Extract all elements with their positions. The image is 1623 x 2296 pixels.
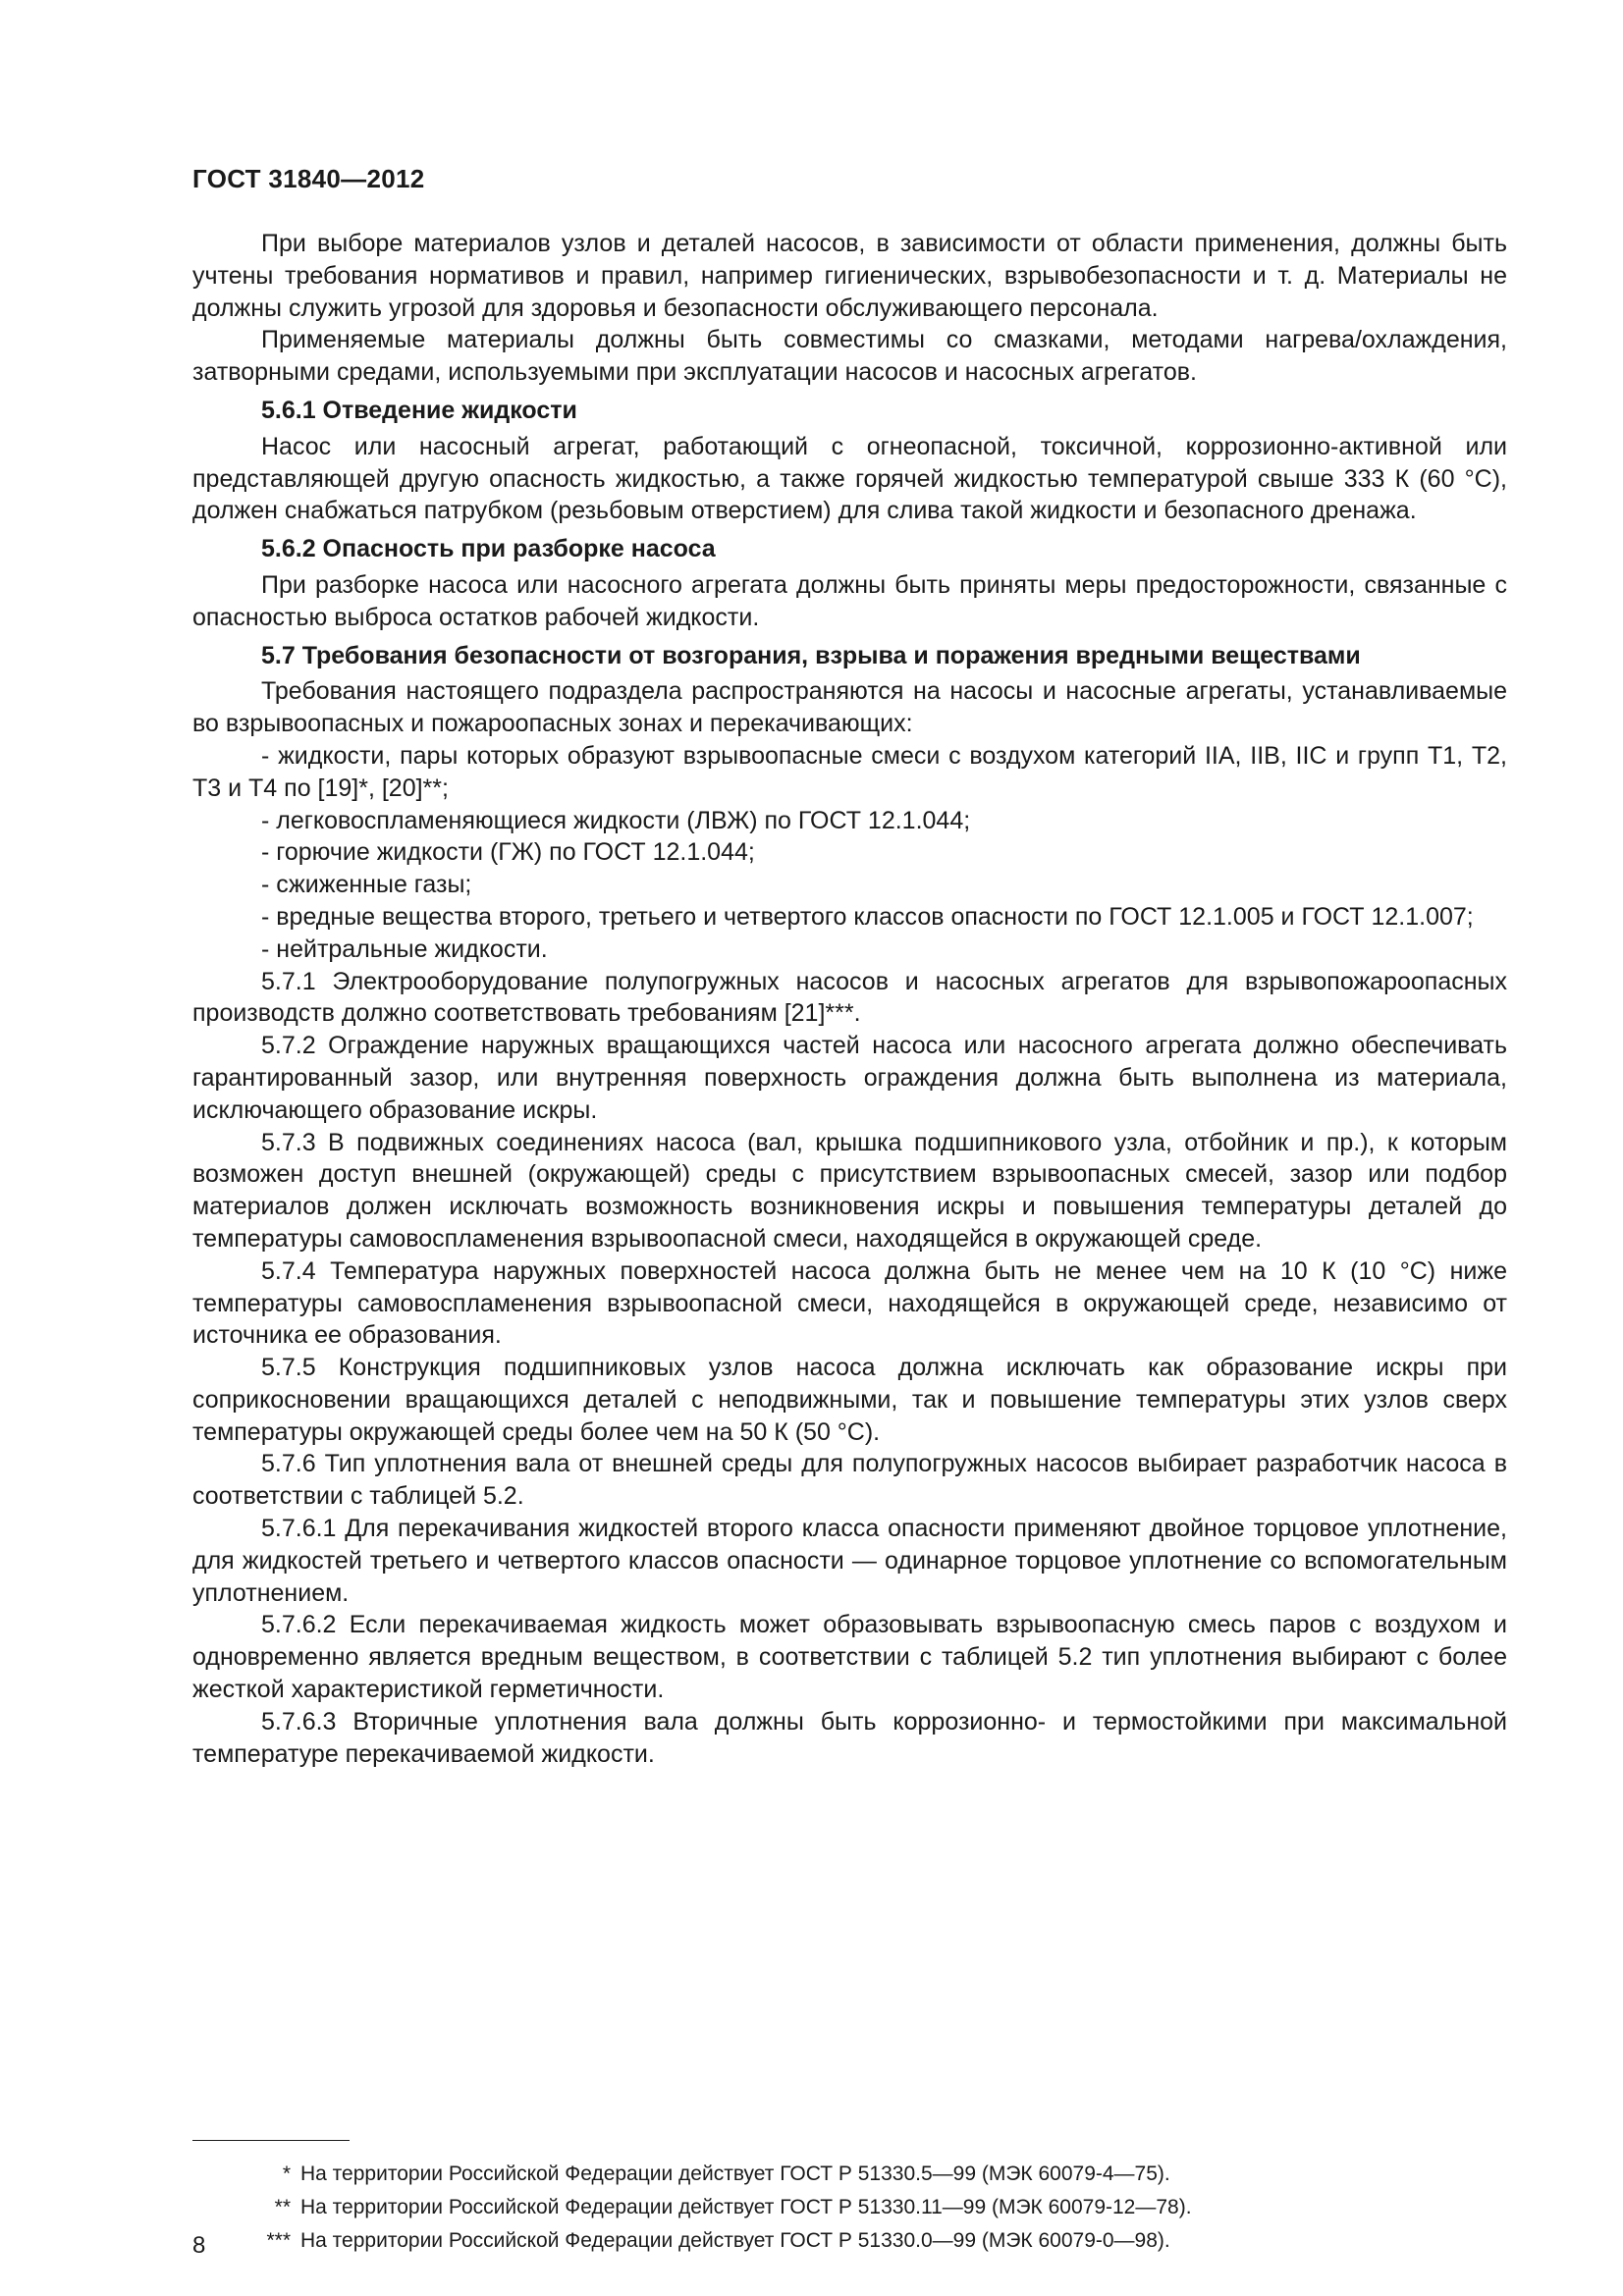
paragraph: Применяемые материалы должны быть совместимы со смазками, методами нагрева/охлаждения, затворными средами, используемыми при эксплуатации насосов и насосных агрегатов.	[192, 326, 1507, 387]
section-heading: 5.6.2 Опасность при разборке насоса	[261, 535, 716, 563]
paragraph: Требования настоящего подраздела распространяются на насосы и насосные агрегаты, устанавливаемые во взрывоопасных и пожароопасных зонах и перекачивающих:	[192, 677, 1507, 738]
paragraph: 5.7.6.3 Вторичные уплотнения вала должны быть коррозионно- и термостойкими при максимальной температуре перекачиваемой жидкости.	[192, 1707, 1507, 1768]
footnote-text: На территории Российской Федерации действует ГОСТ Р 51330.0—99 (МЭК 60079-0—98).	[300, 2229, 1170, 2252]
footnote	[192, 2224, 1507, 2258]
paragraph: 5.7.3 В подвижных соединениях насоса (вал, крышка подшипникового узла, отбойник и пр.), к которым возможен доступ внешней (окружающей) среды с присутствием взрывоопасных смесей, зазор или подбор материалов должен исключать возможность возникновения искры и повышения температуры деталей до температуры самовоспламенения взрывоопасной смеси, находящейся в окружающей среде.	[192, 1128, 1507, 1253]
paragraph: - сжиженные газы;	[261, 871, 472, 899]
paragraph: 5.7.6.1 Для перекачивания жидкостей второго класса опасности применяют двойное торцовое уплотнение, для жидкостей третьего и четвертого классов опасности — одинарное торцовое уплотнение со вспомогательным уплотнением.	[192, 1515, 1507, 1607]
paragraph: - вредные вещества второго, третьего и четвертого классов опасности по ГОСТ 12.1.005 и ГОСТ 12.1.007;	[261, 902, 1474, 931]
paragraph: Насос или насосный агрегат, работающий с огнеопасной, токсичной, коррозионно-активной или представляющей другую опасность жидкостью, а также горячей жидкостью температурой свыше 333 К (60 °С), должен снабжаться патрубком (резьбовым отверстием) для слива такой жидкости и безопасного дренажа.	[192, 432, 1507, 525]
paragraph: 5.7.2 Ограждение наружных вращающихся частей насоса или насосного агрегата должно обеспечивать гарантированный зазор, или внутренняя поверхность ограждения должна быть выполнена из материала, исключающего образование искры.	[192, 1032, 1507, 1124]
paragraph: 5.7.4 Температура наружных поверхностей насоса должна быть не менее чем на 10 К (10 °С) ниже температуры самовоспламенения взрывоопасной смеси, находящейся в окружающей среде, независимо от источника ее образования.	[192, 1256, 1507, 1350]
footnote-text: На территории Российской Федерации действует ГОСТ Р 51330.5—99 (МЭК 60079-4—75).	[300, 2163, 1170, 2185]
paragraph: 5.7.6 Тип уплотнения вала от внешней среды для полупогружных насосов выбирает разработчик насоса в соответствии с таблицей 5.2.	[192, 1450, 1507, 1511]
paragraph: - жидкости, пары которых образуют взрывоопасные смеси с воздухом категорий IIA, IIB, IIC и групп Т1, Т2, Т3 и Т4 по [19]*, [20]**;	[192, 741, 1507, 802]
paragraph: - горючие жидкости (ГЖ) по ГОСТ 12.1.044;	[261, 838, 755, 867]
footnotes	[192, 2158, 1507, 2258]
footnote-marker: **	[274, 2196, 291, 2218]
document-header: ГОСТ 31840—2012	[192, 164, 425, 193]
document-body	[192, 228, 1507, 1770]
footnote	[192, 2191, 1507, 2224]
footnote-marker: ***	[266, 2229, 291, 2252]
page-number: 8	[192, 2232, 206, 2259]
paragraph: При выборе материалов узлов и деталей насосов, в зависимости от области применения, должны быть учтены требования нормативов и правил, например гигиенических, взрывобезопасности и т. д. Материалы не должны служить угрозой для здоровья и безопасности обслуживающего персонала.	[192, 230, 1507, 322]
footnote-marker: *	[282, 2163, 291, 2185]
paragraph: При разборке насоса или насосного агрегата должны быть приняты меры предосторожности, связанные с опасностью выброса остатков рабочей жидкости.	[192, 570, 1507, 631]
paragraph: - легковоспламеняющиеся жидкости (ЛВЖ) по ГОСТ 12.1.044;	[261, 806, 971, 834]
footnote-text: На территории Российской Федерации действует ГОСТ Р 51330.11—99 (МЭК 60079-12—78).	[300, 2196, 1192, 2218]
section-heading: 5.7 Требования безопасности от возгорания, взрыва и поражения вредными веществами	[261, 641, 1361, 669]
footnote-separator	[192, 2140, 350, 2141]
paragraph: 5.7.5 Конструкция подшипниковых узлов насоса должна исключать как образование искры при соприкосновении вращающихся деталей с неподвижными, так и повышение температуры этих узлов сверх температуры окружающей среды более чем на 50 К (50 °С).	[192, 1354, 1507, 1446]
paragraph: 5.7.6.2 Если перекачиваемая жидкость может образовывать взрывоопасную смесь паров с воздухом и одновременно является вредным веществом, в соответствии с таблицей 5.2 тип уплотнения выбирают с более жесткой характеристикой герметичности.	[192, 1611, 1507, 1704]
paragraph: 5.7.1 Электрооборудование полупогружных насосов и насосных агрегатов для взрывопожароопасных производств должно соответствовать требованиям [21]***.	[192, 967, 1507, 1028]
paragraph: - нейтральные жидкости.	[261, 934, 548, 963]
footnote	[192, 2158, 1507, 2191]
section-heading: 5.6.1 Отведение жидкости	[261, 396, 577, 424]
